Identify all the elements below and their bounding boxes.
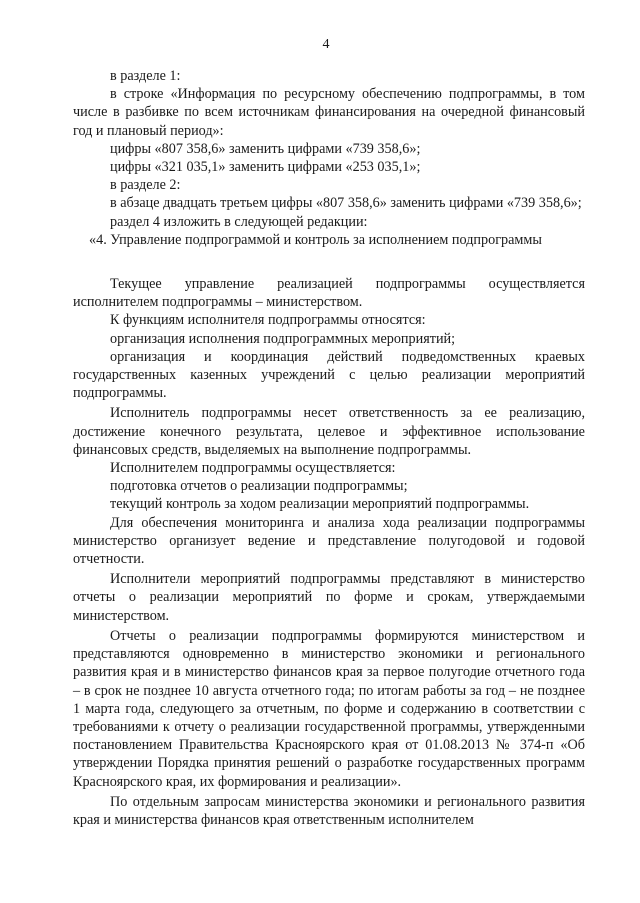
paragraph: цифры «321 035,1» заменить цифрами «253 035,1»; (110, 159, 421, 176)
paragraph: в абзаце двадцать третьем цифры «807 358,6» заменить цифрами «739 358,6»; (110, 195, 582, 212)
spacer (73, 249, 585, 275)
paragraph: Для обеспечения мониторинга и анализа хода реализации подпрограммы министерство организует ведение и представление полугодовой и годовой отчетности. (73, 514, 585, 568)
page-number: 4 (322, 37, 330, 52)
paragraph: Исполнители мероприятий подпрограммы представляют в министерство отчеты о реализации мероприятий по форме и срокам, утверждаемыми министерством. (73, 571, 585, 624)
document-body (73, 67, 585, 829)
paragraph: Исполнителем подпрограммы осуществляется: (110, 460, 396, 477)
paragraph: К функциям исполнителя подпрограммы относятся: (110, 312, 426, 329)
paragraph: в разделе 2: (110, 177, 181, 194)
paragraph: Текущее управление реализацией подпрограммы осуществляется исполнителем подпрограммы – министерством. (73, 276, 585, 311)
paragraph: организация исполнения подпрограммных мероприятий; (110, 330, 456, 347)
paragraph: текущий контроль за ходом реализации мероприятий подпрограммы. (110, 496, 530, 513)
paragraph: По отдельным запросам министерства экономики и регионального развития края и министерства финансов края ответственным исполнителем (73, 793, 585, 828)
paragraph: в строке «Информация по ресурсному обеспечению подпрограммы, в том числе в разбивке по всем источникам финансирования на очередной финансовый год и плановый период»: (73, 86, 585, 139)
paragraph: организация и координация действий подведомственных краевых государственных казенных учреждений с целью реализации мероприятий подпрограммы. (73, 348, 585, 402)
paragraph: Исполнитель подпрограммы несет ответственность за ее реализацию, достижение конечного результата, целевое и эффективное использование финансовых средств, выделяемых на выполнение подпрограммы. (73, 405, 585, 458)
paragraph: раздел 4 изложить в следующей редакции: (110, 213, 368, 230)
paragraph: цифры «807 358,6» заменить цифрами «739 358,6»; (110, 140, 421, 157)
section-heading: «4. Управление подпрограммой и контроль за исполнением подпрограммы (89, 231, 542, 248)
paragraph: в разделе 1: (110, 68, 181, 84)
paragraph: подготовка отчетов о реализации подпрограммы; (110, 478, 408, 495)
paragraph: Отчеты о реализации подпрограммы формируются министерством и представляются одновременно в министерство экономики и регионального развития края и в министерство финансов края за первое полугодие отчетного года – в срок не позднее 10 августа отчетного года; по итогам работы за год – не позднее 1 марта года, следующего за отчетным, по форме и содержанию в соответствии с требованиями к отчету о реализации государственной программы, утвержденными постановлением Правительства Красноярского края от 01.08.2013 № 374-п «Об утверждении Порядка принятия решений о разработке государственных программ Красноярского края, их формирования и реализации». (73, 627, 585, 790)
